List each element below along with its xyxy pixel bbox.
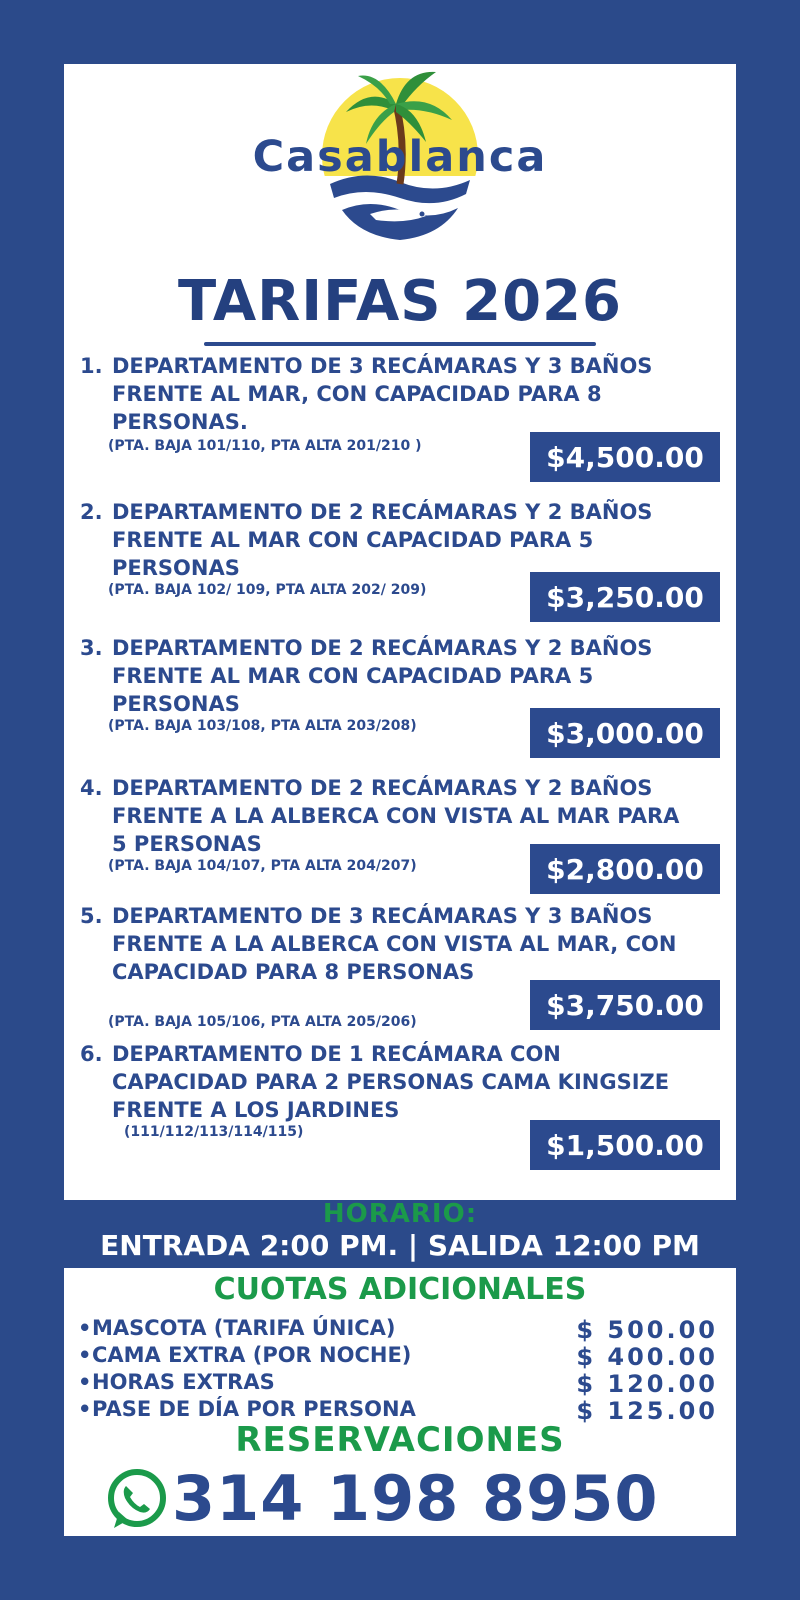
- rate-item: [80, 498, 720, 628]
- fee-row: [78, 1343, 718, 1370]
- bullet-icon: •: [78, 1316, 92, 1340]
- rate-number: 5.: [80, 904, 103, 928]
- fee-row: [78, 1370, 718, 1397]
- rate-units: (111/112/113/114/115): [124, 1124, 304, 1140]
- fee-label: PASE DE DÍA POR PERSONA: [92, 1397, 416, 1421]
- rate-price: $2,800.00: [530, 844, 720, 894]
- horario-times: ENTRADA 2:00 PM. | SALIDA 12:00 PM: [100, 1229, 700, 1262]
- rate-number: 2.: [80, 500, 103, 524]
- extras-title: CUOTAS ADICIONALES: [213, 1272, 587, 1307]
- rate-units: (PTA. BAJA 101/110, PTA ALTA 201/210 ): [108, 438, 422, 454]
- rate-number: 3.: [80, 636, 103, 660]
- rate-description: DEPARTAMENTO DE 3 RECÁMARAS Y 3 BAÑOS FRENTE A LA ALBERCA CON VISTA AL MAR, CON CAPACIDAD PARA 8 PERSONAS: [112, 904, 677, 984]
- rate-description: DEPARTAMENTO DE 1 RECÁMARA CON CAPACIDAD PARA 2 PERSONAS CAMA KINGSIZE FRENTE A LOS JARDINES: [112, 1042, 670, 1122]
- rate-units: (PTA. BAJA 102/ 109, PTA ALTA 202/ 209): [108, 582, 427, 598]
- rate-description: DEPARTAMENTO DE 2 RECÁMARAS Y 2 BAÑOS FRENTE AL MAR CON CAPACIDAD PARA 5 PERSONAS: [112, 636, 653, 716]
- horario-label: HORARIO:: [322, 1199, 478, 1229]
- fee-label: MASCOTA (TARIFA ÚNICA): [92, 1316, 396, 1340]
- rate-item: [80, 1040, 720, 1190]
- rate-price: $3,750.00: [530, 980, 720, 1030]
- rate-description: DEPARTAMENTO DE 2 RECÁMARAS Y 2 BAÑOS FRENTE AL MAR CON CAPACIDAD PARA 5 PERSONAS: [112, 500, 653, 580]
- rate-price: $1,500.00: [530, 1120, 720, 1170]
- rate-number: 6.: [80, 1042, 103, 1066]
- rates-panel: [64, 64, 736, 1200]
- rate-units: (PTA. BAJA 104/107, PTA ALTA 204/207): [108, 858, 417, 874]
- phone-number[interactable]: 314 198 8950: [172, 1462, 659, 1535]
- reservations-title: RESERVACIONES: [235, 1420, 565, 1460]
- casablanca-logo: [64, 64, 736, 264]
- rate-number: 4.: [80, 776, 103, 800]
- fee-row: [78, 1316, 718, 1343]
- rate-units: (PTA. BAJA 105/106, PTA ALTA 205/206): [108, 1014, 417, 1030]
- rate-item: [80, 902, 720, 1042]
- bullet-icon: •: [78, 1397, 92, 1421]
- fee-amount: $ 500.00: [576, 1316, 718, 1344]
- fee-amount: $ 400.00: [576, 1343, 718, 1371]
- rate-item: [80, 352, 720, 502]
- fee-label: CAMA EXTRA (POR NOCHE): [92, 1343, 412, 1367]
- bullet-icon: •: [78, 1343, 92, 1367]
- rate-item: [80, 774, 720, 904]
- fee-label: HORAS EXTRAS: [92, 1370, 275, 1394]
- rate-price: $3,000.00: [530, 708, 720, 758]
- whatsapp-icon: [104, 1468, 168, 1532]
- extras-panel: [64, 1268, 736, 1536]
- rate-units: (PTA. BAJA 103/108, PTA ALTA 203/208): [108, 718, 417, 734]
- fee-amount: $ 120.00: [576, 1370, 718, 1398]
- rate-price: $4,500.00: [530, 432, 720, 482]
- rate-number: 1.: [80, 354, 103, 378]
- page-title: TARIFAS 2026: [177, 269, 622, 334]
- rate-price: $3,250.00: [530, 572, 720, 622]
- brand-name: Casablanca: [252, 132, 548, 182]
- bullet-icon: •: [78, 1370, 92, 1394]
- rate-description: DEPARTAMENTO DE 2 RECÁMARAS Y 2 BAÑOS FRENTE A LA ALBERCA CON VISTA AL MAR PARA 5 PERSONAS: [112, 776, 680, 856]
- fee-amount: $ 125.00: [576, 1397, 718, 1425]
- rate-item: [80, 634, 720, 764]
- title-underline: [204, 342, 596, 346]
- rate-description: DEPARTAMENTO DE 3 RECÁMARAS Y 3 BAÑOS FRENTE AL MAR, CON CAPACIDAD PARA 8 PERSONAS.: [112, 354, 653, 434]
